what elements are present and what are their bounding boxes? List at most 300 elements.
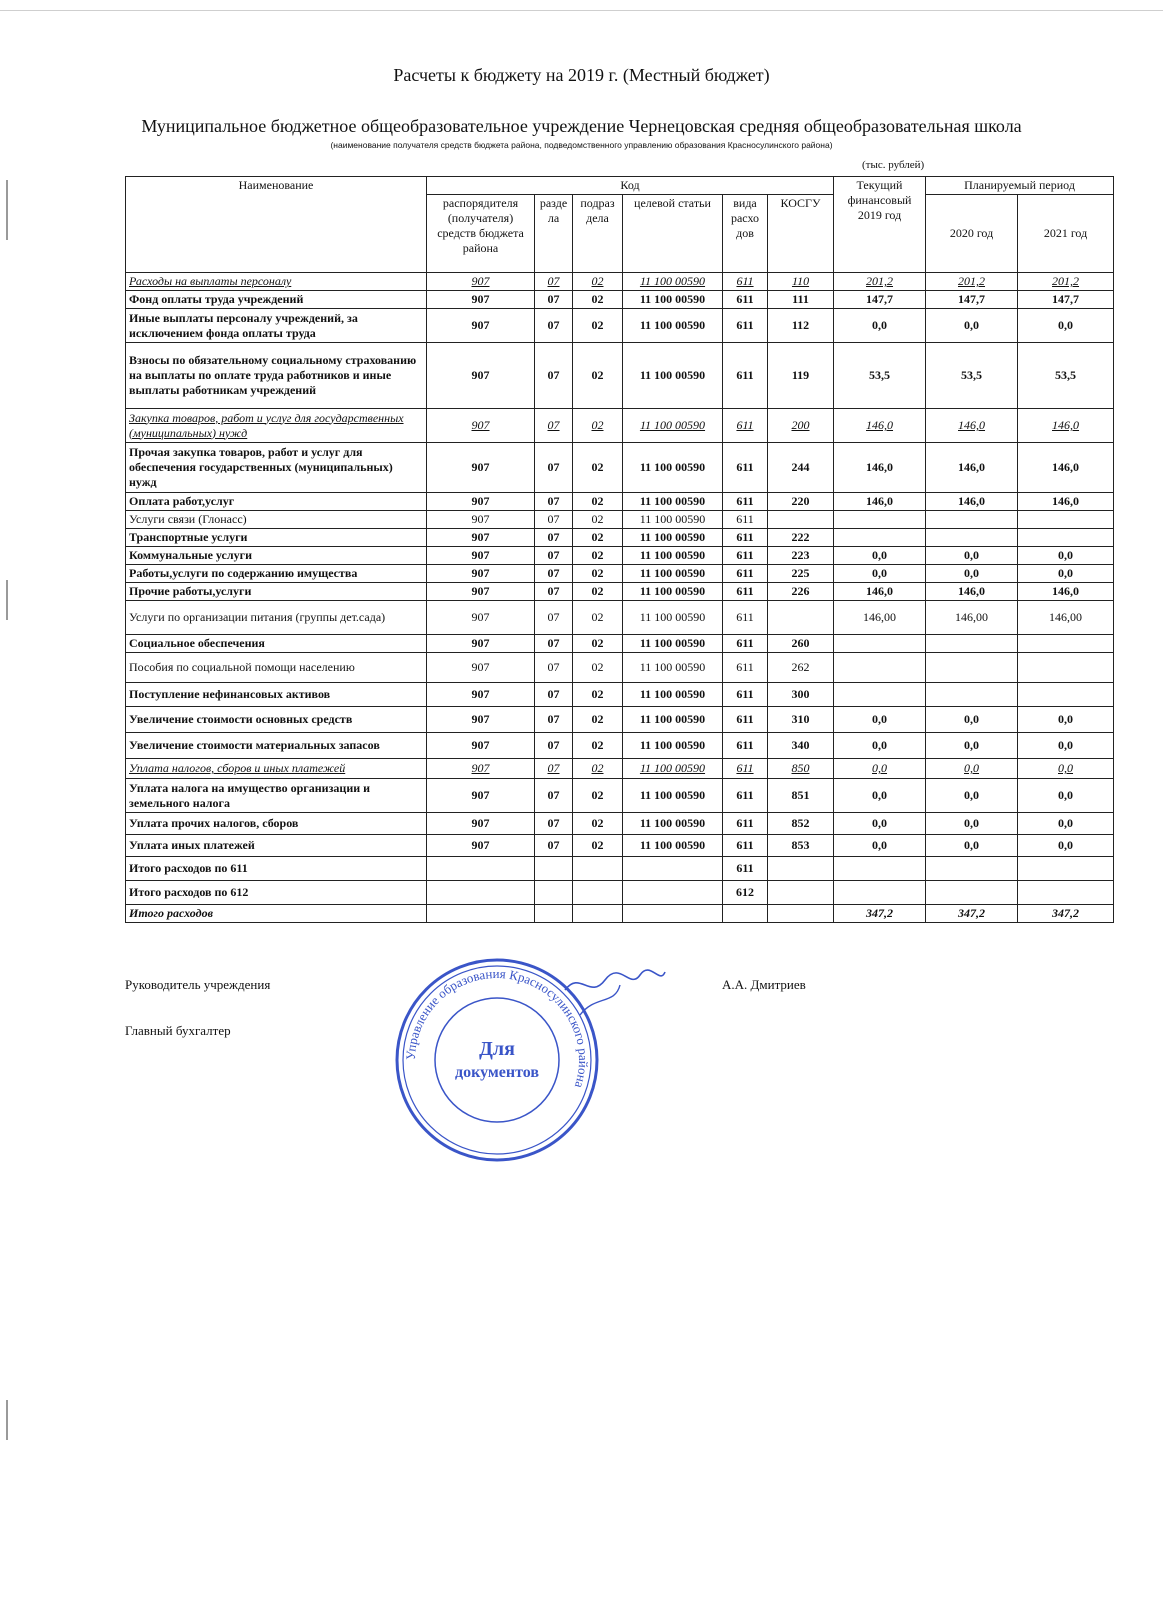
row-expense-type: 611 — [723, 343, 768, 409]
row-value-2020: 0,0 — [926, 835, 1018, 857]
row-name: Услуги связи (Глонасс) — [126, 511, 427, 529]
row-name: Транспортные услуги — [126, 529, 427, 547]
row-name: Коммунальные услуги — [126, 547, 427, 565]
row-value-2020: 0,0 — [926, 813, 1018, 835]
row-expense-type: 611 — [723, 309, 768, 343]
header-year-2020: 2020 год — [926, 195, 1018, 273]
row-subsection: 02 — [573, 547, 623, 565]
row-name: Поступление нефинансовых активов — [126, 683, 427, 707]
table-row — [126, 443, 1114, 493]
row-section: 07 — [535, 273, 573, 291]
row-subsection: 02 — [573, 493, 623, 511]
table-row — [126, 779, 1114, 813]
row-target-article: 11 100 00590 — [623, 683, 723, 707]
table-row — [126, 683, 1114, 707]
row-section: 07 — [535, 409, 573, 443]
row-expense-type: 611 — [723, 779, 768, 813]
row-target-article: 11 100 00590 — [623, 273, 723, 291]
row-value-2020: 147,7 — [926, 291, 1018, 309]
row-kosgu: 244 — [768, 443, 834, 493]
row-name: Оплата работ,услуг — [126, 493, 427, 511]
row-name: Расходы на выплаты персоналу — [126, 273, 427, 291]
row-expense-type: 611 — [723, 759, 768, 779]
row-value-2021: 201,2 — [1018, 273, 1114, 291]
table-row — [126, 813, 1114, 835]
row-target-article: 11 100 00590 — [623, 343, 723, 409]
row-value-2020: 0,0 — [926, 565, 1018, 583]
row-value-2019: 146,0 — [834, 493, 926, 511]
row-value-2021: 0,0 — [1018, 707, 1114, 733]
row-kosgu — [768, 881, 834, 905]
row-manager-code: 907 — [427, 813, 535, 835]
row-value-2020: 0,0 — [926, 779, 1018, 813]
row-expense-type: 611 — [723, 835, 768, 857]
row-section: 07 — [535, 835, 573, 857]
row-target-article: 11 100 00590 — [623, 443, 723, 493]
row-value-2021: 146,0 — [1018, 493, 1114, 511]
row-manager-code: 907 — [427, 529, 535, 547]
row-kosgu: 110 — [768, 273, 834, 291]
row-manager-code: 907 — [427, 511, 535, 529]
table-row — [126, 635, 1114, 653]
row-target-article: 11 100 00590 — [623, 653, 723, 683]
row-value-2021: 0,0 — [1018, 813, 1114, 835]
row-subsection: 02 — [573, 733, 623, 759]
row-target-article: 11 100 00590 — [623, 547, 723, 565]
row-section: 07 — [535, 759, 573, 779]
row-value-2021: 0,0 — [1018, 309, 1114, 343]
row-kosgu: 260 — [768, 635, 834, 653]
row-manager-code: 907 — [427, 583, 535, 601]
row-section: 07 — [535, 601, 573, 635]
row-manager-code: 907 — [427, 601, 535, 635]
row-kosgu: 300 — [768, 683, 834, 707]
head-label: Руководитель учреждения — [125, 977, 271, 992]
row-kosgu: 262 — [768, 653, 834, 683]
row-value-2021: 0,0 — [1018, 759, 1114, 779]
row-value-2021 — [1018, 683, 1114, 707]
row-value-2020: 0,0 — [926, 547, 1018, 565]
row-value-2021: 146,00 — [1018, 601, 1114, 635]
row-expense-type — [723, 905, 768, 923]
scan-edge-mark — [6, 580, 8, 620]
row-kosgu — [768, 905, 834, 923]
row-value-2020 — [926, 653, 1018, 683]
row-manager-code — [427, 857, 535, 881]
row-value-2020: 146,0 — [926, 443, 1018, 493]
row-value-2021: 0,0 — [1018, 835, 1114, 857]
row-manager-code: 907 — [427, 759, 535, 779]
row-subsection: 02 — [573, 779, 623, 813]
row-value-2021 — [1018, 857, 1114, 881]
row-subsection — [573, 857, 623, 881]
row-target-article: 11 100 00590 — [623, 309, 723, 343]
row-value-2019: 0,0 — [834, 813, 926, 835]
table-row — [126, 291, 1114, 309]
row-kosgu: 112 — [768, 309, 834, 343]
row-section — [535, 857, 573, 881]
row-target-article: 11 100 00590 — [623, 511, 723, 529]
row-manager-code: 907 — [427, 309, 535, 343]
table-row — [126, 653, 1114, 683]
row-subsection: 02 — [573, 443, 623, 493]
table-row — [126, 343, 1114, 409]
row-subsection: 02 — [573, 565, 623, 583]
row-section: 07 — [535, 779, 573, 813]
row-value-2021: 347,2 — [1018, 905, 1114, 923]
row-manager-code: 907 — [427, 779, 535, 813]
row-section — [535, 881, 573, 905]
row-value-2019 — [834, 653, 926, 683]
row-expense-type: 611 — [723, 583, 768, 601]
row-kosgu: 220 — [768, 493, 834, 511]
row-value-2020: 146,0 — [926, 583, 1018, 601]
row-manager-code — [427, 881, 535, 905]
row-expense-type: 611 — [723, 601, 768, 635]
table-row — [126, 835, 1114, 857]
row-target-article: 11 100 00590 — [623, 583, 723, 601]
row-name: Услуги по организации питания (группы дет.сада) — [126, 601, 427, 635]
row-target-article: 11 100 00590 — [623, 779, 723, 813]
row-expense-type: 611 — [723, 653, 768, 683]
row-expense-type: 611 — [723, 683, 768, 707]
header-code: Код — [427, 177, 834, 195]
document-title: Расчеты к бюджету на 2019 г. (Местный бюджет) — [393, 65, 770, 85]
row-subsection: 02 — [573, 683, 623, 707]
row-section: 07 — [535, 565, 573, 583]
row-subsection — [573, 905, 623, 923]
row-value-2021 — [1018, 653, 1114, 683]
budget-table — [125, 176, 1114, 923]
row-subsection: 02 — [573, 309, 623, 343]
row-target-article: 11 100 00590 — [623, 813, 723, 835]
row-value-2019: 347,2 — [834, 905, 926, 923]
row-target-article: 11 100 00590 — [623, 565, 723, 583]
row-manager-code: 907 — [427, 343, 535, 409]
row-manager-code: 907 — [427, 291, 535, 309]
row-expense-type: 611 — [723, 443, 768, 493]
row-manager-code: 907 — [427, 565, 535, 583]
row-value-2019: 201,2 — [834, 273, 926, 291]
row-value-2020 — [926, 857, 1018, 881]
row-value-2019: 0,0 — [834, 779, 926, 813]
row-value-2019: 146,0 — [834, 583, 926, 601]
row-kosgu: 223 — [768, 547, 834, 565]
stamp-center-text-1: Для — [479, 1038, 515, 1060]
row-kosgu: 853 — [768, 835, 834, 857]
table-row — [126, 733, 1114, 759]
table-row — [126, 409, 1114, 443]
row-manager-code: 907 — [427, 733, 535, 759]
header-planned-period: Планируемый период — [926, 177, 1114, 195]
row-name: Прочие работы,услуги — [126, 583, 427, 601]
scan-edge-mark — [6, 1400, 8, 1440]
table-row — [126, 881, 1114, 905]
row-value-2019 — [834, 881, 926, 905]
row-value-2020 — [926, 683, 1018, 707]
row-value-2019: 147,7 — [834, 291, 926, 309]
row-expense-type: 611 — [723, 565, 768, 583]
row-value-2020: 347,2 — [926, 905, 1018, 923]
row-expense-type: 611 — [723, 733, 768, 759]
row-value-2020: 201,2 — [926, 273, 1018, 291]
row-kosgu: 851 — [768, 779, 834, 813]
row-section: 07 — [535, 547, 573, 565]
table-row — [126, 529, 1114, 547]
header-target-article: целевой статьи — [623, 195, 723, 273]
row-name: Пособия по социальной помощи населению — [126, 653, 427, 683]
row-value-2019: 146,0 — [834, 443, 926, 493]
row-manager-code: 907 — [427, 443, 535, 493]
row-manager-code: 907 — [427, 707, 535, 733]
row-kosgu: 222 — [768, 529, 834, 547]
row-subsection: 02 — [573, 529, 623, 547]
row-value-2019: 0,0 — [834, 759, 926, 779]
row-name: Уплата прочих налогов, сборов — [126, 813, 427, 835]
table-row — [126, 511, 1114, 529]
row-target-article — [623, 857, 723, 881]
row-value-2021: 146,0 — [1018, 409, 1114, 443]
row-kosgu — [768, 857, 834, 881]
organization-name: Муниципальное бюджетное общеобразовательное учреждение Чернецовская средняя общеобразовательная школа — [141, 116, 1022, 136]
row-subsection: 02 — [573, 707, 623, 733]
row-value-2019: 0,0 — [834, 565, 926, 583]
row-name: Работы,услуги по содержанию имущества — [126, 565, 427, 583]
row-value-2019: 146,00 — [834, 601, 926, 635]
row-target-article — [623, 881, 723, 905]
row-manager-code: 907 — [427, 683, 535, 707]
row-value-2021: 146,0 — [1018, 583, 1114, 601]
row-target-article: 11 100 00590 — [623, 707, 723, 733]
row-subsection: 02 — [573, 511, 623, 529]
stamp-center-text-2: документов — [455, 1064, 539, 1081]
row-expense-type: 611 — [723, 857, 768, 881]
row-name: Уплата иных платежей — [126, 835, 427, 857]
row-kosgu — [768, 601, 834, 635]
row-subsection — [573, 881, 623, 905]
row-value-2021: 53,5 — [1018, 343, 1114, 409]
row-section: 07 — [535, 733, 573, 759]
table-row — [126, 857, 1114, 881]
row-value-2020 — [926, 635, 1018, 653]
row-name: Уплата налогов, сборов и иных платежей — [126, 759, 427, 779]
table-row — [126, 905, 1114, 923]
row-name: Уплата налога на имущество организации и земельного налога — [126, 779, 427, 813]
row-value-2019 — [834, 683, 926, 707]
row-value-2020: 146,0 — [926, 409, 1018, 443]
row-name: Иные выплаты персоналу учреждений, за исключением фонда оплаты труда — [126, 309, 427, 343]
row-name: Закупка товаров, работ и услуг для государственных (муниципальных) нужд — [126, 409, 427, 443]
row-expense-type: 611 — [723, 409, 768, 443]
row-subsection: 02 — [573, 635, 623, 653]
row-section: 07 — [535, 291, 573, 309]
row-value-2021 — [1018, 635, 1114, 653]
table-row — [126, 547, 1114, 565]
row-section: 07 — [535, 653, 573, 683]
table-row — [126, 583, 1114, 601]
scan-top-line — [0, 10, 1163, 11]
row-value-2020: 0,0 — [926, 733, 1018, 759]
row-kosgu: 200 — [768, 409, 834, 443]
row-target-article: 11 100 00590 — [623, 291, 723, 309]
row-subsection: 02 — [573, 273, 623, 291]
row-value-2021: 0,0 — [1018, 733, 1114, 759]
row-subsection: 02 — [573, 343, 623, 409]
row-kosgu: 310 — [768, 707, 834, 733]
row-name: Итого расходов по 611 — [126, 857, 427, 881]
row-subsection: 02 — [573, 583, 623, 601]
row-name: Итого расходов — [126, 905, 427, 923]
row-target-article: 11 100 00590 — [623, 635, 723, 653]
row-value-2021: 0,0 — [1018, 565, 1114, 583]
row-subsection: 02 — [573, 813, 623, 835]
row-kosgu: 119 — [768, 343, 834, 409]
row-section: 07 — [535, 635, 573, 653]
row-expense-type: 611 — [723, 813, 768, 835]
row-target-article — [623, 905, 723, 923]
row-name: Увеличение стоимости основных средств — [126, 707, 427, 733]
row-target-article: 11 100 00590 — [623, 835, 723, 857]
row-section: 07 — [535, 443, 573, 493]
row-subsection: 02 — [573, 835, 623, 857]
row-manager-code: 907 — [427, 493, 535, 511]
row-value-2019: 0,0 — [834, 547, 926, 565]
row-subsection: 02 — [573, 759, 623, 779]
row-value-2020 — [926, 511, 1018, 529]
row-value-2019 — [834, 635, 926, 653]
row-section: 07 — [535, 813, 573, 835]
scan-edge-mark — [6, 180, 8, 240]
row-section: 07 — [535, 707, 573, 733]
row-kosgu: 852 — [768, 813, 834, 835]
row-value-2019: 0,0 — [834, 835, 926, 857]
row-expense-type: 611 — [723, 493, 768, 511]
organization-note: (наименование получателя средств бюджета района, подведомственного управлению образования Красносулинского района) — [330, 140, 833, 150]
row-kosgu — [768, 511, 834, 529]
row-value-2021 — [1018, 529, 1114, 547]
row-expense-type: 612 — [723, 881, 768, 905]
table-row — [126, 273, 1114, 291]
row-value-2020 — [926, 881, 1018, 905]
header-name: Наименование — [126, 177, 427, 273]
row-expense-type: 611 — [723, 273, 768, 291]
row-value-2019: 146,0 — [834, 409, 926, 443]
row-kosgu: 225 — [768, 565, 834, 583]
row-value-2019 — [834, 529, 926, 547]
row-expense-type: 611 — [723, 635, 768, 653]
row-value-2019 — [834, 511, 926, 529]
row-manager-code: 907 — [427, 653, 535, 683]
row-subsection: 02 — [573, 601, 623, 635]
row-value-2019: 53,5 — [834, 343, 926, 409]
row-value-2020: 0,0 — [926, 759, 1018, 779]
row-section: 07 — [535, 343, 573, 409]
row-subsection: 02 — [573, 291, 623, 309]
row-manager-code: 907 — [427, 635, 535, 653]
row-section: 07 — [535, 529, 573, 547]
head-name: А.А. Дмитриев — [722, 977, 806, 992]
row-target-article: 11 100 00590 — [623, 493, 723, 511]
row-value-2021: 0,0 — [1018, 547, 1114, 565]
row-subsection: 02 — [573, 653, 623, 683]
row-manager-code — [427, 905, 535, 923]
row-manager-code: 907 — [427, 409, 535, 443]
row-manager-code: 907 — [427, 547, 535, 565]
row-value-2021: 146,0 — [1018, 443, 1114, 493]
row-value-2020: 53,5 — [926, 343, 1018, 409]
header-current-year: Текущий финансовый 2019 год — [834, 177, 926, 273]
header-kosgu: КОСГУ — [768, 195, 834, 273]
row-expense-type: 611 — [723, 707, 768, 733]
row-expense-type: 611 — [723, 511, 768, 529]
row-section: 07 — [535, 309, 573, 343]
table-row — [126, 759, 1114, 779]
row-kosgu: 111 — [768, 291, 834, 309]
row-target-article: 11 100 00590 — [623, 601, 723, 635]
row-name: Взносы по обязательному социальному страхованию на выплаты по оплате труда работников и иные выплаты работникам учреждений — [126, 343, 427, 409]
stamp-outer-text: Управление образования Красносулинского района — [402, 965, 592, 1090]
row-value-2019: 0,0 — [834, 309, 926, 343]
units-label: (тыс. рублей) — [862, 159, 925, 171]
header-manager: распорядителя (получателя) средств бюджета района — [427, 195, 535, 273]
row-name: Социальное обеспечения — [126, 635, 427, 653]
header-subsection: подраз дела — [573, 195, 623, 273]
accountant-label: Главный бухгалтер — [125, 1023, 231, 1038]
row-value-2020: 0,0 — [926, 707, 1018, 733]
row-value-2020 — [926, 529, 1018, 547]
row-expense-type: 611 — [723, 291, 768, 309]
row-value-2019: 0,0 — [834, 707, 926, 733]
header-year-2021: 2021 год — [1018, 195, 1114, 273]
row-target-article: 11 100 00590 — [623, 529, 723, 547]
row-manager-code: 907 — [427, 835, 535, 857]
table-row — [126, 565, 1114, 583]
row-kosgu: 340 — [768, 733, 834, 759]
table-row — [126, 309, 1114, 343]
row-value-2021 — [1018, 511, 1114, 529]
row-expense-type: 611 — [723, 547, 768, 565]
row-value-2020: 146,00 — [926, 601, 1018, 635]
row-target-article: 11 100 00590 — [623, 759, 723, 779]
row-value-2020: 146,0 — [926, 493, 1018, 511]
table-row — [126, 707, 1114, 733]
row-name: Увеличение стоимости материальных запасов — [126, 733, 427, 759]
row-name: Прочая закупка товаров, работ и услуг для обеспечения государственных (муниципальных) нужд — [126, 443, 427, 493]
row-section: 07 — [535, 493, 573, 511]
row-value-2021: 147,7 — [1018, 291, 1114, 309]
row-subsection: 02 — [573, 409, 623, 443]
row-value-2021 — [1018, 881, 1114, 905]
row-name: Итого расходов по 612 — [126, 881, 427, 905]
row-section: 07 — [535, 511, 573, 529]
row-kosgu: 850 — [768, 759, 834, 779]
row-section: 07 — [535, 683, 573, 707]
table-row — [126, 493, 1114, 511]
table-row — [126, 601, 1114, 635]
row-value-2020: 0,0 — [926, 309, 1018, 343]
row-value-2021: 0,0 — [1018, 779, 1114, 813]
row-kosgu: 226 — [768, 583, 834, 601]
row-target-article: 11 100 00590 — [623, 409, 723, 443]
row-value-2019: 0,0 — [834, 733, 926, 759]
header-section: разде ла — [535, 195, 573, 273]
round-stamp — [392, 955, 602, 1165]
row-target-article: 11 100 00590 — [623, 733, 723, 759]
row-section: 07 — [535, 583, 573, 601]
row-expense-type: 611 — [723, 529, 768, 547]
row-name: Фонд оплаты труда учреждений — [126, 291, 427, 309]
header-expense-type: вида расхо дов — [723, 195, 768, 273]
